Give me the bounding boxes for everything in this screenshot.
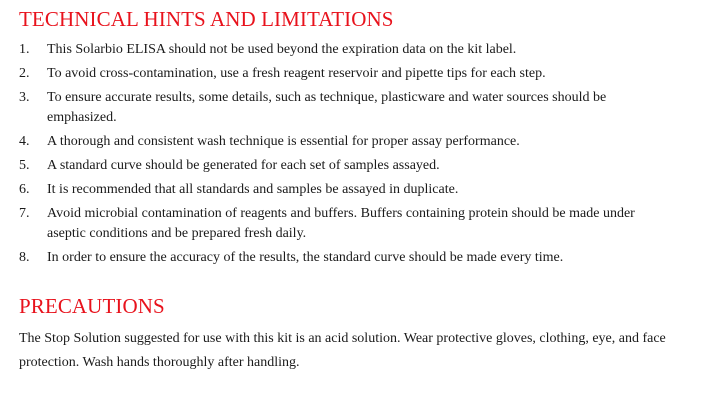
list-item-text: Avoid microbial contamination of reagents and buffers. Buffers containing protein should be made under aseptic conditions and be prepared fresh daily. bbox=[47, 206, 635, 241]
precautions-heading: PRECAUTIONS bbox=[19, 294, 165, 318]
technical-hints-list bbox=[19, 40, 694, 268]
list-item-number: 2. bbox=[19, 66, 30, 81]
list-item bbox=[19, 248, 694, 268]
list-item-number: 3. bbox=[19, 90, 30, 105]
list-item bbox=[19, 204, 694, 244]
list-item bbox=[19, 40, 694, 60]
list-item-number: 5. bbox=[19, 158, 30, 173]
list-item-text: A thorough and consistent wash technique is essential for proper assay performance. bbox=[47, 134, 520, 149]
list-item bbox=[19, 64, 694, 84]
list-item-number: 7. bbox=[19, 206, 30, 221]
list-item-text: A standard curve should be generated for each set of samples assayed. bbox=[47, 158, 440, 173]
list-item-number: 8. bbox=[19, 250, 30, 265]
list-item-text: To ensure accurate results, some details, such as technique, plasticware and water sources should be emphasized. bbox=[47, 90, 607, 125]
list-item-number: 4. bbox=[19, 134, 30, 149]
list-item-number: 1. bbox=[19, 42, 30, 57]
list-item-text: In order to ensure the accuracy of the results, the standard curve should be made every time. bbox=[47, 250, 564, 265]
list-item bbox=[19, 156, 694, 176]
precautions-paragraph: The Stop Solution suggested for use with this kit is an acid solution. Wear protective gloves, clothing, eye, and face protection. Wash hands thoroughly after handling. bbox=[19, 331, 666, 370]
technical-hints-heading: TECHNICAL HINTS AND LIMITATIONS bbox=[19, 7, 394, 31]
list-item-text: To avoid cross-contamination, use a fresh reagent reservoir and pipette tips for each step. bbox=[47, 66, 546, 81]
list-item bbox=[19, 132, 694, 152]
list-item-text: This Solarbio ELISA should not be used beyond the expiration data on the kit label. bbox=[47, 42, 517, 57]
list-item-text: It is recommended that all standards and samples be assayed in duplicate. bbox=[47, 182, 459, 197]
list-item bbox=[19, 88, 694, 128]
list-item bbox=[19, 180, 694, 200]
list-item-number: 6. bbox=[19, 182, 30, 197]
